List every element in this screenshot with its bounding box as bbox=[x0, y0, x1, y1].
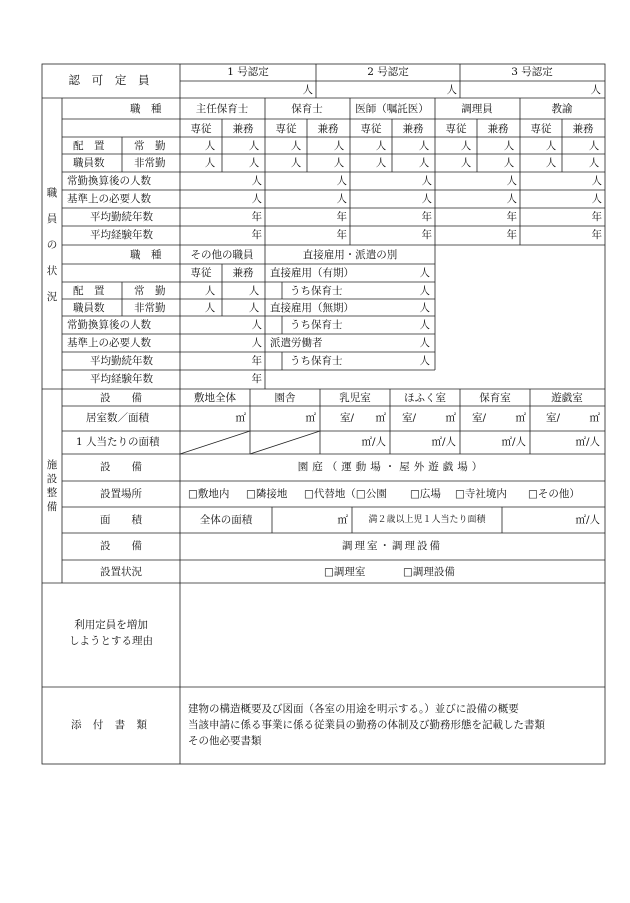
role-kyoyu: 教諭 bbox=[551, 103, 573, 115]
unit-person: 人 bbox=[506, 175, 517, 187]
kijun-label: 基準上の必要人数 bbox=[67, 193, 151, 205]
place-shikichinai[interactable]: □敷地内 bbox=[188, 488, 230, 500]
unit-m2: ㎡ bbox=[305, 412, 316, 424]
unit-person: 人 bbox=[588, 157, 600, 169]
senju-5: 専従 bbox=[530, 123, 552, 135]
unit-m2: ㎡ bbox=[235, 412, 246, 424]
unit-person: 人 bbox=[251, 193, 262, 205]
unit-year: 年 bbox=[251, 373, 262, 385]
unit-person: 人 bbox=[375, 140, 387, 152]
unit-room: 室/ bbox=[340, 412, 355, 424]
cert-1-label: 1 号認定 bbox=[227, 66, 269, 78]
jokin-label: 常 勤 bbox=[134, 140, 166, 152]
emp-dispatch-hoikushi: うち保育士 bbox=[290, 355, 343, 367]
emp-direct-fixed: 直接雇用（有期） bbox=[270, 267, 354, 279]
senju-3: 専従 bbox=[360, 123, 382, 135]
unit-person: 人 bbox=[419, 355, 430, 367]
facility-side-char-4: 備 bbox=[46, 501, 58, 513]
unit-person: 人 bbox=[248, 285, 260, 297]
unit-person: 人 bbox=[204, 157, 216, 169]
hijokin-label: 非常勤 bbox=[134, 157, 166, 169]
unit-person: 人 bbox=[333, 140, 345, 152]
role-hoikushi: 保育士 bbox=[291, 103, 323, 115]
facility-side-char-1: 施 bbox=[46, 459, 58, 471]
per-child-area-label: 満２歳以上児１人当たり面積 bbox=[368, 515, 486, 525]
unit-m2: ㎡ bbox=[445, 412, 456, 424]
facility-side-char-3: 整 bbox=[46, 487, 58, 499]
col-ensha: 園舎 bbox=[274, 392, 296, 404]
other-staff-label: その他の職員 bbox=[190, 249, 254, 261]
shokushu-label-2: 職 種 bbox=[130, 249, 162, 261]
unit-year: 年 bbox=[421, 229, 432, 241]
unit-m2: ㎡ bbox=[375, 412, 386, 424]
setchi-basho-label: 設置場所 bbox=[100, 488, 142, 500]
unit-person: 人 bbox=[418, 157, 430, 169]
unit-year: 年 bbox=[506, 229, 517, 241]
unit-person: 人 bbox=[591, 175, 602, 187]
cert-3-label: 3 号認定 bbox=[511, 66, 553, 78]
setchi-jokyo-label: 設置状況 bbox=[100, 566, 142, 578]
cert-2-label: 2 号認定 bbox=[367, 66, 409, 78]
col-nyujishitsu: 乳児室 bbox=[339, 392, 371, 404]
menseki-label: 面 積 bbox=[100, 514, 142, 526]
unit-year: 年 bbox=[506, 211, 517, 223]
col-hoikushitsu: 保育室 bbox=[479, 392, 511, 404]
unit-year: 年 bbox=[591, 229, 602, 241]
employment-header: 直接雇用・派遣の別 bbox=[302, 249, 398, 261]
kitchen-equipment-checkbox[interactable]: □調理設備 bbox=[403, 566, 455, 578]
emp-dispatch: 派遣労働者 bbox=[270, 337, 323, 349]
unit-year: 年 bbox=[336, 211, 347, 223]
staff-side-char-2: 員 bbox=[46, 213, 58, 225]
unit-person: 人 bbox=[545, 157, 557, 169]
kansan-label: 常勤換算後の人数 bbox=[67, 175, 151, 187]
emp-direct-permanent: 直接雇用（無期） bbox=[270, 302, 354, 314]
place-rinsetsuchi[interactable]: □隣接地 bbox=[246, 488, 288, 500]
per-person-area-label: 1 人当たりの面積 bbox=[76, 436, 160, 448]
kenmu-1: 兼務 bbox=[232, 123, 254, 135]
unit-person: 人 bbox=[290, 157, 302, 169]
emp-direct-fixed-hoikushi: うち保育士 bbox=[290, 285, 343, 297]
kinzoku-label-2: 平均勤続年数 bbox=[90, 355, 153, 367]
reason-input-area[interactable] bbox=[182, 585, 603, 685]
kitchen-room-checkbox[interactable]: □調理室 bbox=[324, 566, 366, 578]
unit-room: 室/ bbox=[402, 412, 417, 424]
senju-4: 専従 bbox=[445, 123, 467, 135]
cert-1-unit: 人 bbox=[302, 84, 313, 96]
unit-person: 人 bbox=[506, 193, 517, 205]
kitchen-setsubi-label: 設 備 bbox=[100, 540, 142, 552]
unit-person: 人 bbox=[204, 140, 216, 152]
kyoshitsu-label: 居室数／面積 bbox=[86, 412, 149, 424]
kenmu-3: 兼務 bbox=[402, 123, 424, 135]
kenmu-2: 兼務 bbox=[317, 123, 339, 135]
unit-person: 人 bbox=[421, 193, 432, 205]
unit-room: 室/ bbox=[472, 412, 487, 424]
shokuinsu-label-2: 職員数 bbox=[73, 302, 105, 314]
haichi-label-2: 配 置 bbox=[73, 285, 105, 297]
unit-person: 人 bbox=[460, 140, 472, 152]
nintei-teiin-label: 認 可 定 員 bbox=[68, 73, 154, 87]
unit-person: 人 bbox=[204, 302, 216, 314]
senju-2: 専従 bbox=[275, 123, 297, 135]
kenmu-4: 兼務 bbox=[487, 123, 509, 135]
emp-direct-permanent-hoikushi: うち保育士 bbox=[290, 319, 343, 331]
unit-person: 人 bbox=[545, 140, 557, 152]
attach-item-1: 建物の構造概要及び図面（各室の用途を明示する。）並びに設備の概要 bbox=[188, 703, 519, 715]
unit-person: 人 bbox=[588, 140, 600, 152]
cert-2-unit: 人 bbox=[446, 84, 457, 96]
staff-side-char-1: 職 bbox=[46, 187, 58, 199]
kijun-label-2: 基準上の必要人数 bbox=[67, 337, 151, 349]
place-daitaichi[interactable]: □代替地（□公園 bbox=[304, 488, 387, 500]
attach-item-3: その他必要書類 bbox=[188, 735, 262, 747]
unit-year: 年 bbox=[421, 211, 432, 223]
unit-person: 人 bbox=[418, 140, 430, 152]
unit-person: 人 bbox=[333, 157, 345, 169]
unit-year: 年 bbox=[251, 211, 262, 223]
staff-side-char-4: 状 bbox=[46, 265, 58, 277]
unit-m2-per-person: ㎡/人 bbox=[361, 436, 386, 448]
unit-year: 年 bbox=[591, 211, 602, 223]
kitchen-title: 調理室・調理設備 bbox=[342, 540, 442, 552]
facility-side-char-2: 設 bbox=[46, 473, 58, 485]
unit-person: 人 bbox=[503, 157, 515, 169]
attach-label: 添 付 書 類 bbox=[70, 719, 152, 731]
staff-side-char-5: 況 bbox=[46, 291, 58, 303]
unit-year: 年 bbox=[336, 229, 347, 241]
unit-person: 人 bbox=[251, 319, 262, 331]
unit-room: 室/ bbox=[546, 412, 561, 424]
place-sonota[interactable]: □その他） bbox=[528, 488, 580, 500]
unit-m2-per-person: ㎡/人 bbox=[575, 436, 600, 448]
cert-3-unit: 人 bbox=[590, 84, 601, 96]
unit-person: 人 bbox=[419, 302, 430, 314]
reason-label-line2: しようとする理由 bbox=[69, 635, 153, 647]
unit-m2-per-person: ㎡/人 bbox=[575, 514, 600, 526]
unit-person: 人 bbox=[419, 337, 430, 349]
unit-person: 人 bbox=[460, 157, 472, 169]
unit-person: 人 bbox=[248, 302, 260, 314]
hijokin-label-2: 非常勤 bbox=[134, 302, 166, 314]
col-shikichi: 敷地全体 bbox=[194, 392, 236, 404]
role-ishi: 医師（嘱託医） bbox=[355, 103, 429, 115]
unit-m2: ㎡ bbox=[515, 412, 526, 424]
keiken-label-2: 平均経験年数 bbox=[90, 373, 153, 385]
unit-person: 人 bbox=[503, 140, 515, 152]
role-choriin: 調理員 bbox=[461, 103, 493, 115]
unit-m2-per-person: ㎡/人 bbox=[431, 436, 456, 448]
jokin-label-2: 常 勤 bbox=[134, 285, 166, 297]
unit-person: 人 bbox=[290, 140, 302, 152]
unit-person: 人 bbox=[421, 175, 432, 187]
col-hofukushitsu: ほふく室 bbox=[404, 392, 446, 404]
haichi-label: 配 置 bbox=[73, 140, 105, 152]
role-shunin-hoikushi: 主任保育士 bbox=[195, 103, 249, 115]
unit-person: 人 bbox=[336, 175, 347, 187]
unit-person: 人 bbox=[251, 337, 262, 349]
unit-person: 人 bbox=[251, 175, 262, 187]
reason-label-line1: 利用定員を増加 bbox=[74, 619, 148, 631]
shokuinsu-label: 職員数 bbox=[73, 157, 105, 169]
unit-person: 人 bbox=[419, 267, 430, 279]
unit-m2: ㎡ bbox=[589, 412, 600, 424]
unit-person: 人 bbox=[419, 285, 430, 297]
garden-title: 園庭（運動場・屋外遊戯場） bbox=[297, 461, 487, 473]
unit-person: 人 bbox=[248, 140, 260, 152]
attach-item-2: 当該申請に係る事業に係る従業員の勤務の体制及び勤務形態を記載した書類 bbox=[188, 719, 545, 731]
unit-year: 年 bbox=[251, 355, 262, 367]
kenmu-5: 兼務 bbox=[572, 123, 594, 135]
unit-person: 人 bbox=[591, 193, 602, 205]
unit-person: 人 bbox=[248, 157, 260, 169]
garden-setsubi-label: 設 備 bbox=[100, 461, 142, 473]
unit-person: 人 bbox=[375, 157, 387, 169]
unit-person: 人 bbox=[419, 319, 430, 331]
place-hiroba[interactable]: □広場 bbox=[410, 488, 441, 500]
kansan-label-2: 常勤換算後の人数 bbox=[67, 319, 151, 331]
facility-setsubi-label: 設 備 bbox=[100, 392, 142, 404]
kinzoku-label: 平均勤続年数 bbox=[90, 211, 153, 223]
senju-6: 専従 bbox=[190, 267, 212, 279]
senju-1: 専従 bbox=[190, 123, 212, 135]
kenmu-6: 兼務 bbox=[232, 267, 254, 279]
unit-m2: ㎡ bbox=[337, 514, 348, 526]
staff-side-char-3: の bbox=[46, 239, 58, 251]
unit-year: 年 bbox=[251, 229, 262, 241]
unit-m2-per-person: ㎡/人 bbox=[501, 436, 526, 448]
shokushu-label: 職 種 bbox=[130, 103, 162, 115]
unit-person: 人 bbox=[336, 193, 347, 205]
total-area-label: 全体の面積 bbox=[199, 514, 253, 526]
col-yugishitsu: 遊戯室 bbox=[551, 392, 583, 404]
unit-person: 人 bbox=[204, 285, 216, 297]
place-jisha[interactable]: □寺社境内 bbox=[455, 488, 507, 500]
keiken-label: 平均経験年数 bbox=[90, 229, 153, 241]
